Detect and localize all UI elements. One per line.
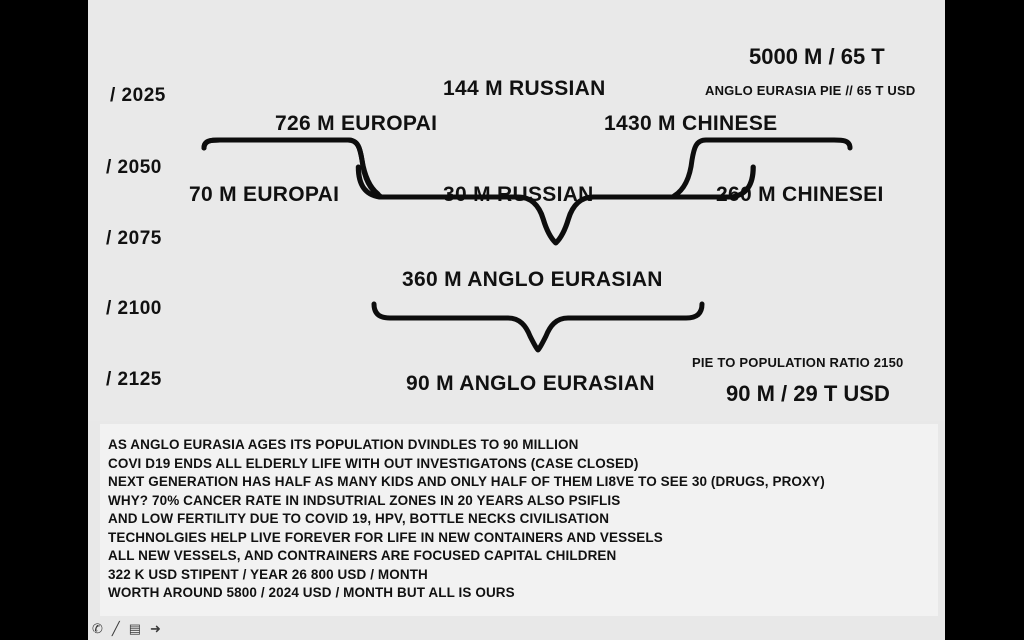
year-label-2125: / 2125 (106, 369, 162, 390)
note-line: NEXT GENERATION HAS HALF AS MANY KIDS AND ONLY HALF OF THEM LI8VE TO SEE 30 (DRUGS, PROXY) (108, 474, 825, 489)
arrow-icon[interactable]: ➜ (150, 620, 161, 636)
brace-anglo-eurasian-90 (368, 298, 708, 353)
note-line: WORTH AROUND 5800 / 2024 USD / MONTH BUT ALL IS OURS (108, 585, 515, 600)
note-icon[interactable]: ▤ (128, 620, 142, 636)
year-label-2050: / 2050 (106, 157, 162, 178)
note-line: 322 K USD STIPENT / YEAR 26 800 USD / MONTH (108, 566, 428, 582)
label-90m-anglo-eurasian: 90 M ANGLO EURASIAN (406, 372, 655, 395)
slide-toolbar[interactable] (92, 618, 212, 638)
notes-panel (100, 424, 938, 616)
pen-icon[interactable]: ╱ (111, 620, 120, 636)
label-30m-russian: 30 M RUSSIAN (443, 183, 594, 206)
anglo-eurasia-pie-caption: ANGLO EURASIA PIE // 65 T USD (705, 83, 916, 98)
diagram-area (88, 0, 945, 421)
label-726m-europai: 726 M EUROPAI (275, 112, 438, 135)
anglo-eurasia-pie-value: 5000 M / 65 T (749, 44, 885, 69)
year-label-2100: / 2100 (106, 298, 162, 319)
brace-anglo-eurasian-360 (350, 165, 970, 245)
note-line: WHY? 70% CANCER RATE IN INDSUTRIAL ZONES IN 20 YEARS ALSO PSIFLIS (108, 492, 621, 508)
label-360m-anglo-eurasian: 360 M ANGLO EURASIAN (402, 268, 663, 291)
year-label-2075: / 2075 (106, 228, 162, 249)
label-1430m-chinese: 1430 M CHINESE (604, 112, 778, 135)
label-70m-europai: 70 M EUROPAI (189, 183, 340, 206)
note-line: AS ANGLO EURASIA AGES ITS POPULATION DVINDLES TO 90 MILLION (108, 437, 579, 452)
note-line: AND LOW FERTILITY DUE TO COVID 19, HPV, BOTTLE NECKS CIVILISATION (108, 511, 610, 526)
pointer-icon[interactable]: ✆ (92, 620, 103, 636)
pie-population-ratio-value: 90 M / 29 T USD (726, 381, 890, 406)
note-line: COVI D19 ENDS ALL ELDERLY LIFE WITH OUT INVESTIGATONS (CASE CLOSED) (108, 455, 639, 471)
pie-population-ratio-caption: PIE TO POPULATION RATIO 2150 (692, 355, 904, 370)
year-label-2025: / 2025 (110, 85, 166, 106)
label-144m-russian: 144 M RUSSIAN (443, 77, 606, 100)
note-line: ALL NEW VESSELS, AND CONTRAINERS ARE FOCUSED CAPITAL CHILDREN (108, 548, 617, 563)
note-line: TECHNOLGIES HELP LIVE FOREVER FOR LIFE IN NEW CONTAINERS AND VESSELS (108, 529, 663, 545)
label-260m-chinesei: 260 M CHINESEI (716, 183, 884, 206)
